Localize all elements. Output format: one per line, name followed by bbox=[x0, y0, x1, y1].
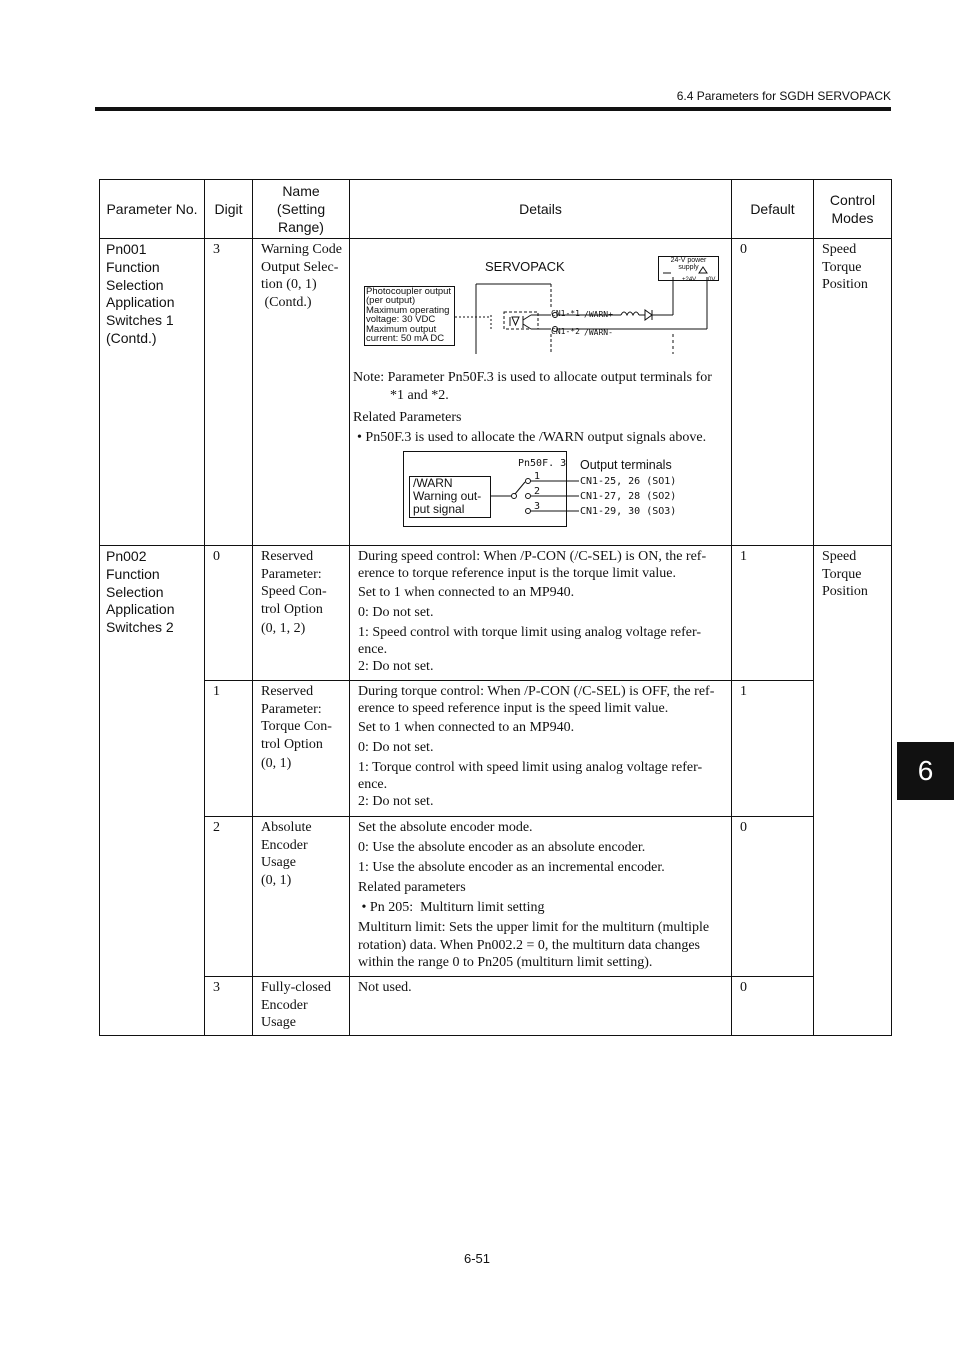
control-modes-cell: Speed Torque Position bbox=[814, 239, 892, 546]
header-digit: Digit bbox=[205, 180, 253, 239]
terminal-so1: CN1-25, 26 (SO1) bbox=[580, 476, 677, 487]
circuit-wiring bbox=[353, 239, 728, 369]
plus-24v-label: +24V bbox=[682, 277, 697, 283]
section-header: 6.4 Parameters for SGDH SERVOPACK bbox=[676, 89, 891, 103]
header-default: Default bbox=[732, 180, 814, 239]
output-terminals-label: Output terminals bbox=[580, 458, 672, 472]
default-cell: 1 bbox=[732, 546, 814, 681]
note-text: Note: Parameter Pn50F.3 is used to allocate output terminals for *1 and *2. bbox=[353, 370, 712, 403]
table-row bbox=[100, 977, 892, 1036]
details-cell: During speed control: When /P-CON (/C-SEL) is ON, the ref- erence to torque reference input is the torque limit value. Set to 1 when connected to an MP940. 0: Do not set. 1: Speed control with torque limit using analog voltage refer- ence. 2: Do not set. bbox=[350, 546, 732, 681]
power-supply-box: 24-V power supply bbox=[658, 256, 719, 281]
position-2: 2 bbox=[534, 486, 541, 497]
default-cell: 0 bbox=[732, 239, 814, 546]
position-3: 3 bbox=[534, 501, 541, 512]
table-row bbox=[100, 239, 892, 546]
details-cell: Not used. bbox=[350, 977, 732, 1036]
default-cell: 0 bbox=[732, 977, 814, 1036]
terminal-so2: CN1-27, 28 (SO2) bbox=[580, 491, 677, 502]
default-cell: 0 bbox=[732, 817, 814, 977]
header-rule bbox=[95, 107, 891, 111]
details-cell: Set the absolute encoder mode. 0: Use the absolute encoder as an absolute encoder. 1: Use the absolute encoder as an incremental encoder. Related parameters • Pn 205: Multiturn limit setting Multiturn limit: Sets the upper limit for the multiturn (multiple rotation) data. When Pn002.2 = 0, the multiturn data changes within the range 0 to Pn205 (multiturn limit setting). bbox=[350, 817, 732, 977]
warn-minus-label: /WARN- bbox=[584, 328, 613, 337]
header-details: Details bbox=[350, 180, 732, 239]
table-row bbox=[100, 546, 892, 681]
name-cell: Reserved Parameter: Torque Con- trol Option (0, 1) bbox=[253, 681, 350, 817]
output-allocation-figure bbox=[353, 447, 727, 531]
related-params-heading: Related Parameters bbox=[353, 410, 462, 425]
photocoupler-spec-box: Photocoupler output (per output) Maximum operating voltage: 30 VDC Maximum output current: 50 mA DC bbox=[364, 286, 455, 346]
details-cell: During torque control: When /P-CON (/C-SEL) is OFF, the ref- erence to speed reference input is the speed limit value. Set to 1 when connected to an MP940. 0: Do not set. 1: Torque control with speed limit using analog voltage refer- ence. 2: Do not set. bbox=[350, 681, 732, 817]
pn50f3-label: Pn50F. 3 bbox=[518, 458, 567, 469]
header-row bbox=[100, 180, 892, 239]
terminal-2-label: CN1-*2 bbox=[551, 327, 580, 336]
name-cell: Fully-closed Encoder Usage bbox=[253, 977, 350, 1036]
digit-cell: 3 bbox=[205, 239, 253, 546]
default-cell: 1 bbox=[732, 681, 814, 817]
header-name: Name (Setting Range) bbox=[253, 180, 350, 239]
output-circuit-figure bbox=[353, 239, 727, 369]
param-no-cell: Pn002 Function Selection Application Switches 2 bbox=[100, 546, 205, 1036]
digit-cell: 3 bbox=[205, 977, 253, 1036]
position-1: 1 bbox=[534, 471, 541, 482]
name-cell: Warning Code Output Selec- tion (0, 1) (Contd.) bbox=[253, 239, 350, 546]
page-number: 6-51 bbox=[463, 1251, 491, 1266]
related-params-item: • Pn50F.3 is used to allocate the /WARN output signals above. bbox=[357, 430, 707, 445]
table-row bbox=[100, 681, 892, 817]
control-modes-cell: Speed Torque Position bbox=[814, 546, 892, 1036]
warn-plus-label: /WARN+ bbox=[584, 310, 613, 319]
param-no-cell: Pn001 Function Selection Application Switches 1 (Contd.) bbox=[100, 239, 205, 546]
chapter-tab: 6 bbox=[897, 742, 954, 800]
selector-switch bbox=[353, 447, 728, 531]
warn-signal-box: /WARN Warning out- put signal bbox=[409, 476, 491, 518]
digit-cell: 1 bbox=[205, 681, 253, 817]
digit-cell: 2 bbox=[205, 817, 253, 977]
header-control-modes: Control Modes bbox=[814, 180, 892, 239]
zero-v-label: 0V bbox=[708, 277, 716, 283]
header-parameter-no: Parameter No. bbox=[100, 180, 205, 239]
terminal-so3: CN1-29, 30 (SO3) bbox=[580, 506, 677, 517]
details-cell bbox=[350, 239, 732, 546]
name-cell: Reserved Parameter: Speed Con- trol Option (0, 1, 2) bbox=[253, 546, 350, 681]
digit-cell: 0 bbox=[205, 546, 253, 681]
table-row bbox=[100, 817, 892, 977]
terminal-1-label: CN1-*1 bbox=[551, 309, 580, 318]
name-cell: Absolute Encoder Usage (0, 1) bbox=[253, 817, 350, 977]
parameter-table bbox=[99, 179, 892, 1036]
servopack-label: SERVOPACK bbox=[485, 259, 565, 274]
